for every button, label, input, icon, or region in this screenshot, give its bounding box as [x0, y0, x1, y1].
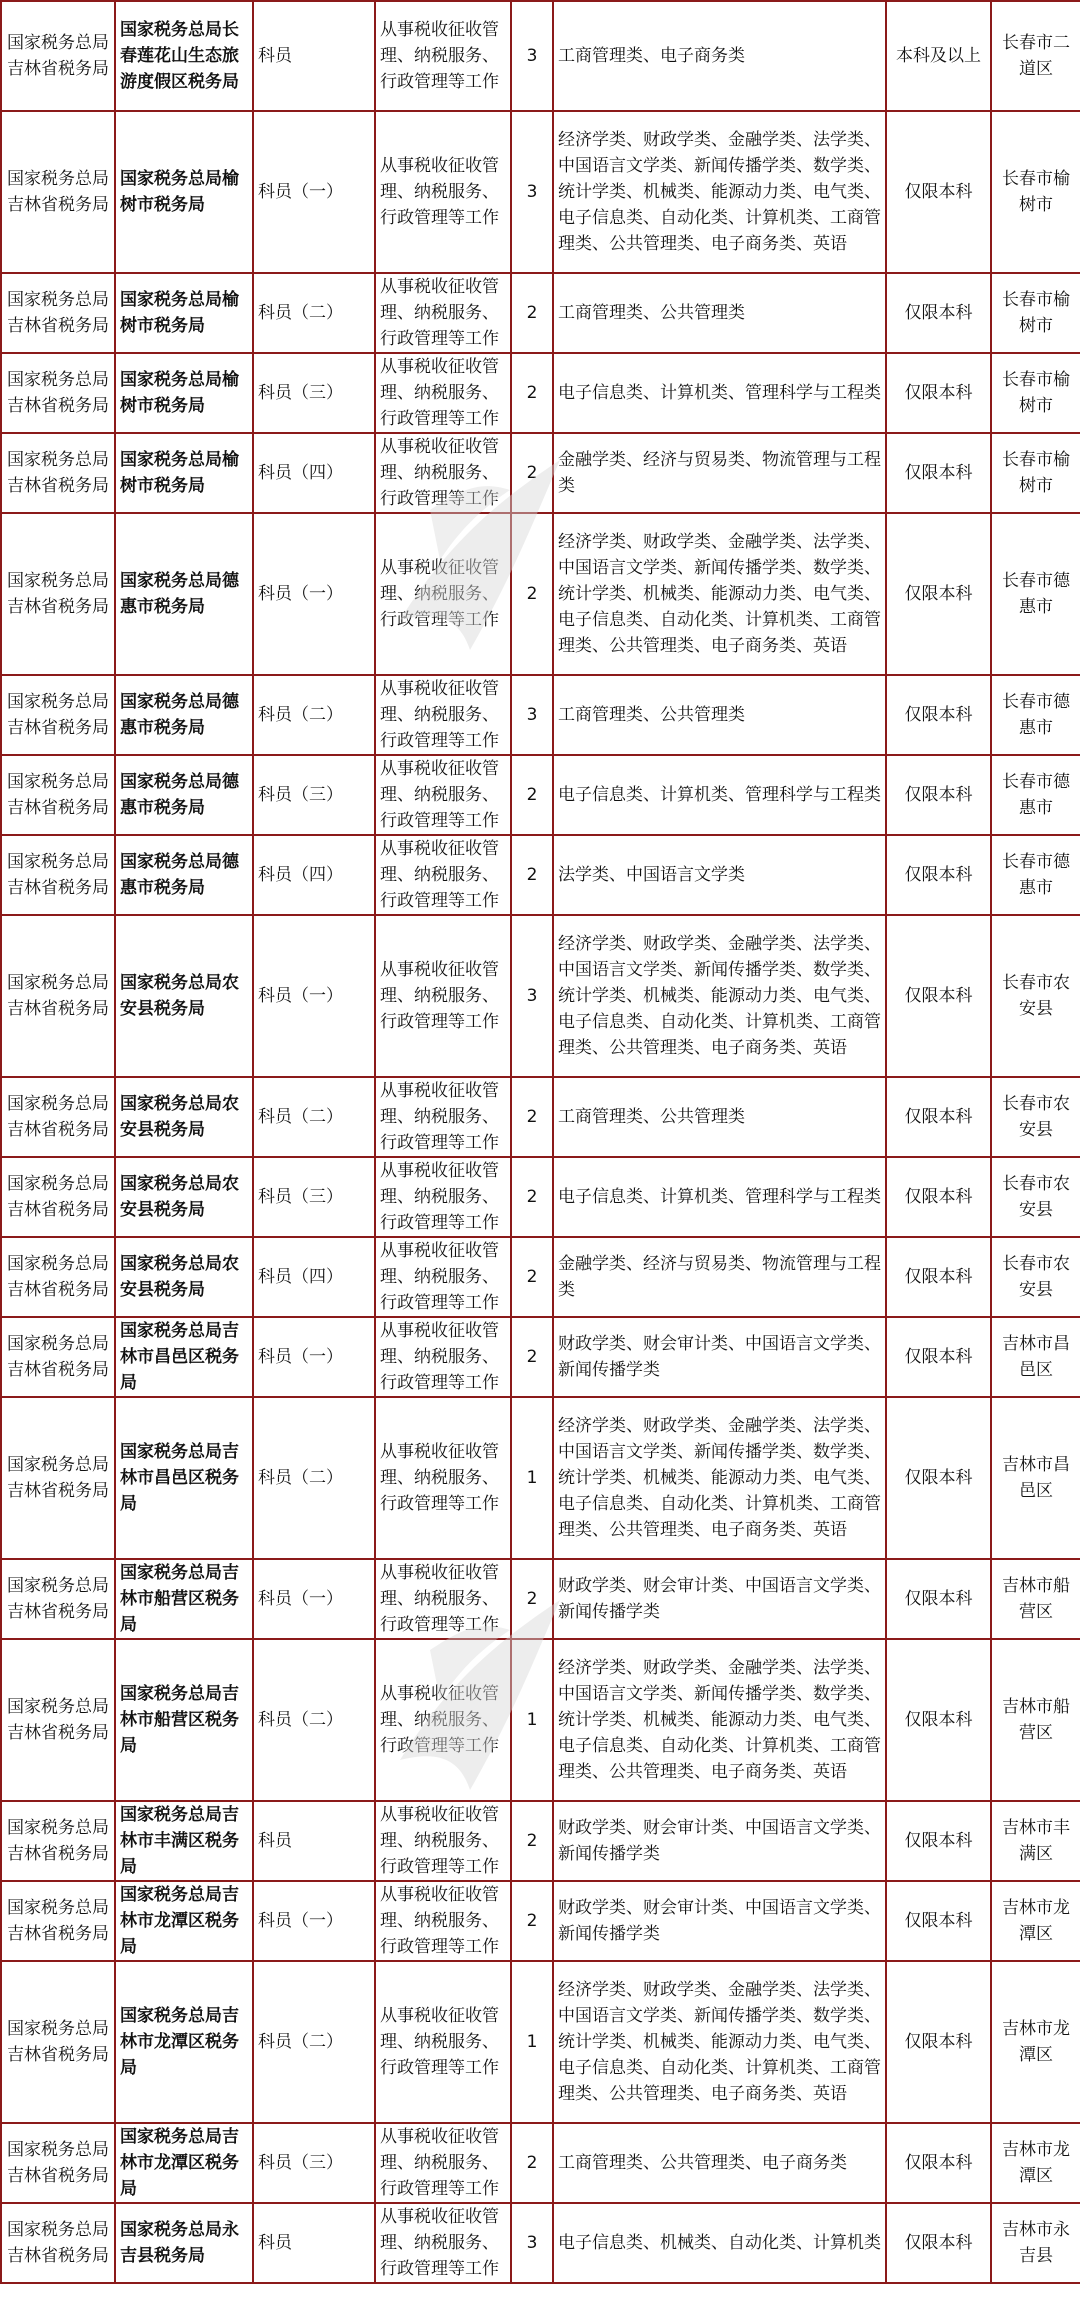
admin-cell: 国家税务总局吉林省税务局	[1, 1237, 115, 1317]
major-cell: 工商管理类、公共管理类	[553, 273, 886, 353]
duty-cell: 从事税收征收管理、纳税服务、行政管理等工作	[375, 273, 511, 353]
admin-cell: 国家税务总局吉林省税务局	[1, 1639, 115, 1801]
location-cell: 吉林市昌邑区	[991, 1397, 1080, 1559]
admin-cell: 国家税务总局吉林省税务局	[1, 2203, 115, 2283]
table-row	[1, 111, 1080, 273]
count-cell: 2	[511, 1157, 553, 1237]
table-row	[1, 1317, 1080, 1397]
table-row	[1, 2123, 1080, 2203]
table-row	[1, 513, 1080, 675]
duty-cell: 从事税收征收管理、纳税服务、行政管理等工作	[375, 1237, 511, 1317]
count-cell: 2	[511, 353, 553, 433]
position-cell: 科员（二）	[253, 675, 375, 755]
table-row	[1, 1157, 1080, 1237]
duty-cell: 从事税收征收管理、纳税服务、行政管理等工作	[375, 433, 511, 513]
table-row	[1, 915, 1080, 1077]
major-cell: 金融学类、经济与贸易类、物流管理与工程类	[553, 1237, 886, 1317]
table-row	[1, 353, 1080, 433]
location-cell: 吉林市船营区	[991, 1639, 1080, 1801]
unit-cell: 国家税务总局永吉县税务局	[115, 2203, 253, 2283]
unit-cell: 国家税务总局榆树市税务局	[115, 433, 253, 513]
education-cell: 仅限本科	[886, 353, 991, 433]
education-cell: 仅限本科	[886, 433, 991, 513]
location-cell: 长春市德惠市	[991, 755, 1080, 835]
table-row	[1, 1801, 1080, 1881]
duty-cell: 从事税收征收管理、纳税服务、行政管理等工作	[375, 915, 511, 1077]
table-row	[1, 675, 1080, 755]
count-cell: 2	[511, 1881, 553, 1961]
admin-cell: 国家税务总局吉林省税务局	[1, 1559, 115, 1639]
position-cell: 科员	[253, 1801, 375, 1881]
admin-cell: 国家税务总局吉林省税务局	[1, 1961, 115, 2123]
count-cell: 2	[511, 273, 553, 353]
position-cell: 科员（四）	[253, 835, 375, 915]
unit-cell: 国家税务总局德惠市税务局	[115, 835, 253, 915]
education-cell: 仅限本科	[886, 1881, 991, 1961]
position-cell: 科员（三）	[253, 755, 375, 835]
table-row	[1, 835, 1080, 915]
count-cell: 2	[511, 1237, 553, 1317]
location-cell: 吉林市龙潭区	[991, 1961, 1080, 2123]
major-cell: 电子信息类、计算机类、管理科学与工程类	[553, 353, 886, 433]
position-cell: 科员（二）	[253, 273, 375, 353]
duty-cell: 从事税收征收管理、纳税服务、行政管理等工作	[375, 513, 511, 675]
count-cell: 2	[511, 1559, 553, 1639]
unit-cell: 国家税务总局农安县税务局	[115, 1237, 253, 1317]
admin-cell: 国家税务总局吉林省税务局	[1, 353, 115, 433]
table-row	[1, 1559, 1080, 1639]
unit-cell: 国家税务总局长春莲花山生态旅游度假区税务局	[115, 1, 253, 111]
major-cell: 工商管理类、公共管理类	[553, 1077, 886, 1157]
table-row	[1, 433, 1080, 513]
major-cell: 工商管理类、电子商务类	[553, 1, 886, 111]
table-row	[1, 273, 1080, 353]
major-cell: 财政学类、财会审计类、中国语言文学类、新闻传播学类	[553, 1881, 886, 1961]
duty-cell: 从事税收征收管理、纳税服务、行政管理等工作	[375, 2203, 511, 2283]
major-cell: 财政学类、财会审计类、中国语言文学类、新闻传播学类	[553, 1559, 886, 1639]
admin-cell: 国家税务总局吉林省税务局	[1, 675, 115, 755]
location-cell: 长春市二道区	[991, 1, 1080, 111]
table-row	[1, 2203, 1080, 2283]
duty-cell: 从事税收征收管理、纳税服务、行政管理等工作	[375, 755, 511, 835]
duty-cell: 从事税收征收管理、纳税服务、行政管理等工作	[375, 2123, 511, 2203]
unit-cell: 国家税务总局吉林市丰满区税务局	[115, 1801, 253, 1881]
unit-cell: 国家税务总局吉林市昌邑区税务局	[115, 1317, 253, 1397]
location-cell: 长春市德惠市	[991, 513, 1080, 675]
count-cell: 2	[511, 2123, 553, 2203]
admin-cell: 国家税务总局吉林省税务局	[1, 1881, 115, 1961]
duty-cell: 从事税收征收管理、纳税服务、行政管理等工作	[375, 1639, 511, 1801]
location-cell: 长春市榆树市	[991, 353, 1080, 433]
location-cell: 长春市德惠市	[991, 675, 1080, 755]
position-cell: 科员（二）	[253, 1961, 375, 2123]
location-cell: 长春市农安县	[991, 1157, 1080, 1237]
admin-cell: 国家税务总局吉林省税务局	[1, 1157, 115, 1237]
education-cell: 仅限本科	[886, 1639, 991, 1801]
table-body	[1, 1, 1080, 2283]
position-cell: 科员（三）	[253, 1157, 375, 1237]
count-cell: 3	[511, 675, 553, 755]
unit-cell: 国家税务总局吉林市龙潭区税务局	[115, 1961, 253, 2123]
count-cell: 3	[511, 111, 553, 273]
admin-cell: 国家税务总局吉林省税务局	[1, 1397, 115, 1559]
location-cell: 长春市农安县	[991, 1077, 1080, 1157]
education-cell: 仅限本科	[886, 1157, 991, 1237]
admin-cell: 国家税务总局吉林省税务局	[1, 2123, 115, 2203]
unit-cell: 国家税务总局吉林市船营区税务局	[115, 1559, 253, 1639]
location-cell: 吉林市永吉县	[991, 2203, 1080, 2283]
position-cell: 科员（一）	[253, 1559, 375, 1639]
position-cell: 科员（一）	[253, 1317, 375, 1397]
count-cell: 2	[511, 1317, 553, 1397]
admin-cell: 国家税务总局吉林省税务局	[1, 513, 115, 675]
major-cell: 财政学类、财会审计类、中国语言文学类、新闻传播学类	[553, 1317, 886, 1397]
count-cell: 1	[511, 1961, 553, 2123]
position-cell: 科员（二）	[253, 1077, 375, 1157]
position-cell: 科员（二）	[253, 1639, 375, 1801]
table-row	[1, 1881, 1080, 1961]
unit-cell: 国家税务总局德惠市税务局	[115, 675, 253, 755]
education-cell: 仅限本科	[886, 513, 991, 675]
admin-cell: 国家税务总局吉林省税务局	[1, 1077, 115, 1157]
duty-cell: 从事税收征收管理、纳税服务、行政管理等工作	[375, 1961, 511, 2123]
major-cell: 电子信息类、计算机类、管理科学与工程类	[553, 1157, 886, 1237]
count-cell: 1	[511, 1397, 553, 1559]
count-cell: 2	[511, 1801, 553, 1881]
education-cell: 仅限本科	[886, 1559, 991, 1639]
duty-cell: 从事税收征收管理、纳税服务、行政管理等工作	[375, 1559, 511, 1639]
unit-cell: 国家税务总局榆树市税务局	[115, 353, 253, 433]
position-cell: 科员（三）	[253, 2123, 375, 2203]
education-cell: 仅限本科	[886, 1317, 991, 1397]
count-cell: 2	[511, 755, 553, 835]
major-cell: 工商管理类、公共管理类	[553, 675, 886, 755]
location-cell: 吉林市船营区	[991, 1559, 1080, 1639]
position-cell: 科员（一）	[253, 1881, 375, 1961]
count-cell: 2	[511, 1077, 553, 1157]
count-cell: 1	[511, 1639, 553, 1801]
unit-cell: 国家税务总局吉林市船营区税务局	[115, 1639, 253, 1801]
position-cell: 科员（四）	[253, 1237, 375, 1317]
duty-cell: 从事税收征收管理、纳税服务、行政管理等工作	[375, 353, 511, 433]
location-cell: 吉林市龙潭区	[991, 2123, 1080, 2203]
position-cell: 科员（二）	[253, 1397, 375, 1559]
unit-cell: 国家税务总局德惠市税务局	[115, 755, 253, 835]
major-cell: 电子信息类、计算机类、管理科学与工程类	[553, 755, 886, 835]
education-cell: 仅限本科	[886, 1801, 991, 1881]
education-cell: 本科及以上	[886, 1, 991, 111]
education-cell: 仅限本科	[886, 273, 991, 353]
location-cell: 吉林市丰满区	[991, 1801, 1080, 1881]
education-cell: 仅限本科	[886, 915, 991, 1077]
count-cell: 2	[511, 433, 553, 513]
admin-cell: 国家税务总局吉林省税务局	[1, 915, 115, 1077]
position-cell: 科员（三）	[253, 353, 375, 433]
unit-cell: 国家税务总局农安县税务局	[115, 1077, 253, 1157]
position-cell: 科员（一）	[253, 111, 375, 273]
education-cell: 仅限本科	[886, 2203, 991, 2283]
table-row	[1, 1961, 1080, 2123]
unit-cell: 国家税务总局榆树市税务局	[115, 273, 253, 353]
education-cell: 仅限本科	[886, 1961, 991, 2123]
admin-cell: 国家税务总局吉林省税务局	[1, 1, 115, 111]
position-cell: 科员（一）	[253, 915, 375, 1077]
table-row	[1, 1, 1080, 111]
position-cell: 科员（一）	[253, 513, 375, 675]
education-cell: 仅限本科	[886, 1077, 991, 1157]
location-cell: 长春市农安县	[991, 1237, 1080, 1317]
major-cell: 金融学类、经济与贸易类、物流管理与工程类	[553, 433, 886, 513]
duty-cell: 从事税收征收管理、纳税服务、行政管理等工作	[375, 675, 511, 755]
unit-cell: 国家税务总局德惠市税务局	[115, 513, 253, 675]
location-cell: 长春市德惠市	[991, 835, 1080, 915]
major-cell: 经济学类、财政学类、金融学类、法学类、中国语言文学类、新闻传播学类、数学类、统计学类、机械类、能源动力类、电气类、电子信息类、自动化类、计算机类、工商管理类、公共管理类、电子商务类、英语	[553, 1639, 886, 1801]
unit-cell: 国家税务总局榆树市税务局	[115, 111, 253, 273]
admin-cell: 国家税务总局吉林省税务局	[1, 111, 115, 273]
count-cell: 2	[511, 513, 553, 675]
duty-cell: 从事税收征收管理、纳税服务、行政管理等工作	[375, 1881, 511, 1961]
position-cell: 科员	[253, 2203, 375, 2283]
major-cell: 财政学类、财会审计类、中国语言文学类、新闻传播学类	[553, 1801, 886, 1881]
location-cell: 吉林市昌邑区	[991, 1317, 1080, 1397]
major-cell: 经济学类、财政学类、金融学类、法学类、中国语言文学类、新闻传播学类、数学类、统计学类、机械类、能源动力类、电气类、电子信息类、自动化类、计算机类、工商管理类、公共管理类、电子商务类、英语	[553, 1961, 886, 2123]
duty-cell: 从事税收征收管理、纳税服务、行政管理等工作	[375, 1317, 511, 1397]
unit-cell: 国家税务总局农安县税务局	[115, 915, 253, 1077]
position-cell: 科员（四）	[253, 433, 375, 513]
table-row	[1, 755, 1080, 835]
duty-cell: 从事税收征收管理、纳税服务、行政管理等工作	[375, 835, 511, 915]
duty-cell: 从事税收征收管理、纳税服务、行政管理等工作	[375, 1397, 511, 1559]
major-cell: 经济学类、财政学类、金融学类、法学类、中国语言文学类、新闻传播学类、数学类、统计学类、机械类、能源动力类、电气类、电子信息类、自动化类、计算机类、工商管理类、公共管理类、电子商务类、英语	[553, 513, 886, 675]
education-cell: 仅限本科	[886, 675, 991, 755]
admin-cell: 国家税务总局吉林省税务局	[1, 755, 115, 835]
location-cell: 长春市榆树市	[991, 111, 1080, 273]
education-cell: 仅限本科	[886, 111, 991, 273]
education-cell: 仅限本科	[886, 835, 991, 915]
table-row	[1, 1237, 1080, 1317]
education-cell: 仅限本科	[886, 2123, 991, 2203]
major-cell: 法学类、中国语言文学类	[553, 835, 886, 915]
duty-cell: 从事税收征收管理、纳税服务、行政管理等工作	[375, 1077, 511, 1157]
location-cell: 长春市农安县	[991, 915, 1080, 1077]
table-row	[1, 1397, 1080, 1559]
location-cell: 长春市榆树市	[991, 273, 1080, 353]
table-row	[1, 1077, 1080, 1157]
admin-cell: 国家税务总局吉林省税务局	[1, 1801, 115, 1881]
admin-cell: 国家税务总局吉林省税务局	[1, 1317, 115, 1397]
admin-cell: 国家税务总局吉林省税务局	[1, 835, 115, 915]
duty-cell: 从事税收征收管理、纳税服务、行政管理等工作	[375, 1801, 511, 1881]
count-cell: 2	[511, 835, 553, 915]
duty-cell: 从事税收征收管理、纳税服务、行政管理等工作	[375, 111, 511, 273]
count-cell: 3	[511, 2203, 553, 2283]
location-cell: 吉林市龙潭区	[991, 1881, 1080, 1961]
major-cell: 经济学类、财政学类、金融学类、法学类、中国语言文学类、新闻传播学类、数学类、统计学类、机械类、能源动力类、电气类、电子信息类、自动化类、计算机类、工商管理类、公共管理类、电子商务类、英语	[553, 1397, 886, 1559]
location-cell: 长春市榆树市	[991, 433, 1080, 513]
major-cell: 经济学类、财政学类、金融学类、法学类、中国语言文学类、新闻传播学类、数学类、统计学类、机械类、能源动力类、电气类、电子信息类、自动化类、计算机类、工商管理类、公共管理类、电子商务类、英语	[553, 111, 886, 273]
duty-cell: 从事税收征收管理、纳税服务、行政管理等工作	[375, 1157, 511, 1237]
position-cell: 科员	[253, 1, 375, 111]
unit-cell: 国家税务总局吉林市昌邑区税务局	[115, 1397, 253, 1559]
duty-cell: 从事税收征收管理、纳税服务、行政管理等工作	[375, 1, 511, 111]
unit-cell: 国家税务总局吉林市龙潭区税务局	[115, 1881, 253, 1961]
unit-cell: 国家税务总局农安县税务局	[115, 1157, 253, 1237]
unit-cell: 国家税务总局吉林市龙潭区税务局	[115, 2123, 253, 2203]
education-cell: 仅限本科	[886, 755, 991, 835]
education-cell: 仅限本科	[886, 1397, 991, 1559]
major-cell: 工商管理类、公共管理类、电子商务类	[553, 2123, 886, 2203]
admin-cell: 国家税务总局吉林省税务局	[1, 273, 115, 353]
count-cell: 3	[511, 1, 553, 111]
major-cell: 电子信息类、机械类、自动化类、计算机类	[553, 2203, 886, 2283]
education-cell: 仅限本科	[886, 1237, 991, 1317]
count-cell: 3	[511, 915, 553, 1077]
table-row	[1, 1639, 1080, 1801]
admin-cell: 国家税务总局吉林省税务局	[1, 433, 115, 513]
major-cell: 经济学类、财政学类、金融学类、法学类、中国语言文学类、新闻传播学类、数学类、统计学类、机械类、能源动力类、电气类、电子信息类、自动化类、计算机类、工商管理类、公共管理类、电子商务类、英语	[553, 915, 886, 1077]
